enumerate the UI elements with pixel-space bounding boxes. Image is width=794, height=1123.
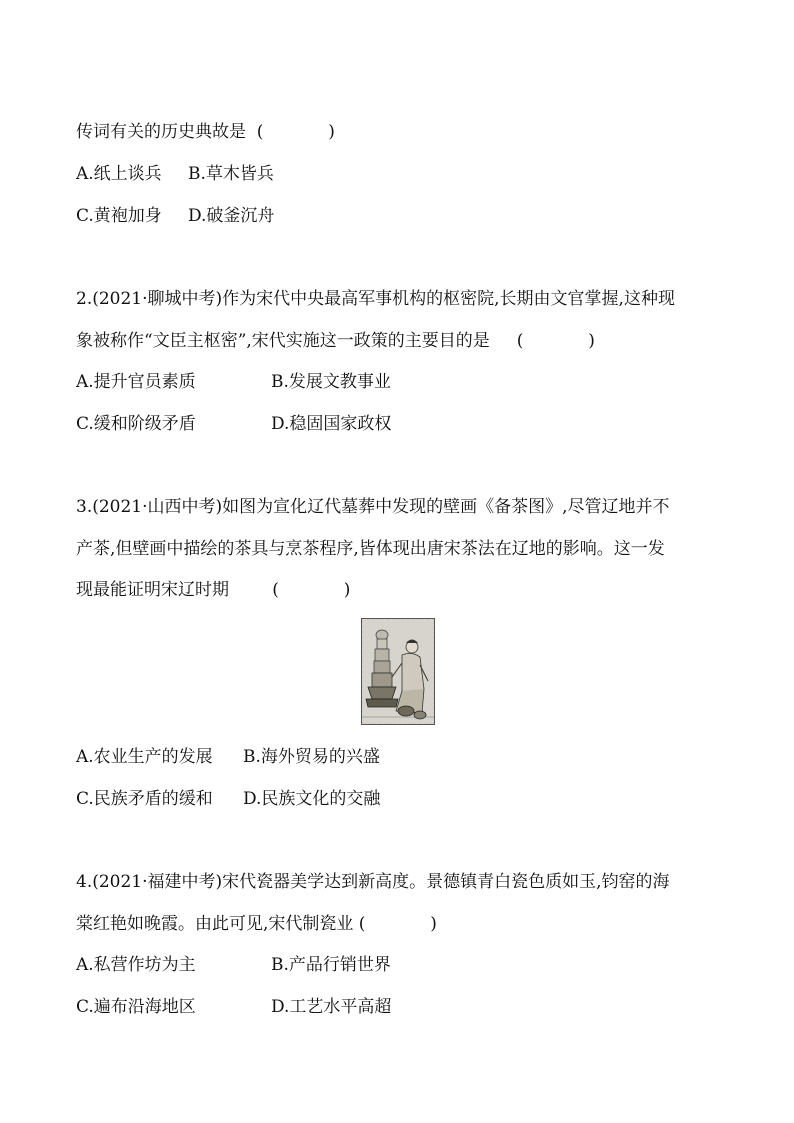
q3-option-b[interactable]: B.海外贸易的兴盛 — [243, 747, 380, 767]
q2-option-c[interactable]: C.缓和阶级矛盾 — [76, 414, 196, 434]
q4-option-d[interactable]: D.工艺水平高超 — [271, 997, 392, 1017]
q4-stem-line1: 4.(2021·福建中考)宋代瓷器美学达到新高度。景德镇青白瓷色质如玉,钧窑的海 — [76, 872, 670, 892]
q2-option-d[interactable]: D.稳固国家政权 — [271, 414, 392, 434]
q2-stem-line1: 2.(2021·聊城中考)作为宋代中央最高军事机构的枢密院,长期由文官掌握,这种现 — [76, 289, 675, 309]
q4-stem-line2: 棠红艳如晚霞。由此可见,宋代制瓷业 ( ) — [76, 914, 437, 934]
q3-option-a[interactable]: A.农业生产的发展 — [76, 747, 213, 767]
q1-option-b[interactable]: B.草木皆兵 — [188, 164, 274, 184]
q1-option-a[interactable]: A.纸上谈兵 — [76, 164, 162, 184]
q1-option-c[interactable]: C.黄袍加身 — [76, 206, 162, 226]
q4-option-a[interactable]: A.私营作坊为主 — [76, 955, 196, 975]
tea-preparation-mural-image — [361, 618, 435, 725]
q1-option-d[interactable]: D.破釜沉舟 — [188, 206, 275, 226]
q3-stem-line1: 3.(2021·山西中考)如图为宣化辽代墓葬中发现的壁画《备茶图》,尽管辽地并不 — [76, 497, 670, 517]
q4-option-b[interactable]: B.产品行销世界 — [271, 955, 391, 975]
q3-stem-line2: 产茶,但壁画中描绘的茶具与烹茶程序,皆体现出唐宋茶法在辽地的影响。这一发 — [76, 539, 665, 559]
q2-option-b[interactable]: B.发展文教事业 — [271, 372, 391, 392]
q2-stem-line2: 象被称作“文臣主枢密”,宋代实施这一政策的主要目的是 ( ) — [76, 331, 595, 351]
q3-option-d[interactable]: D.民族文化的交融 — [243, 789, 381, 809]
q2-option-a[interactable]: A.提升官员素质 — [76, 372, 196, 392]
q3-option-c[interactable]: C.民族矛盾的缓和 — [76, 789, 213, 809]
q4-option-c[interactable]: C.遍布沿海地区 — [76, 997, 196, 1017]
q3-stem-line3: 现最能证明宋辽时期 ( ) — [76, 580, 351, 600]
mural-illustration — [362, 619, 434, 724]
q1-stem-tail: 传词有关的历史典故是 ( ) — [76, 122, 335, 142]
